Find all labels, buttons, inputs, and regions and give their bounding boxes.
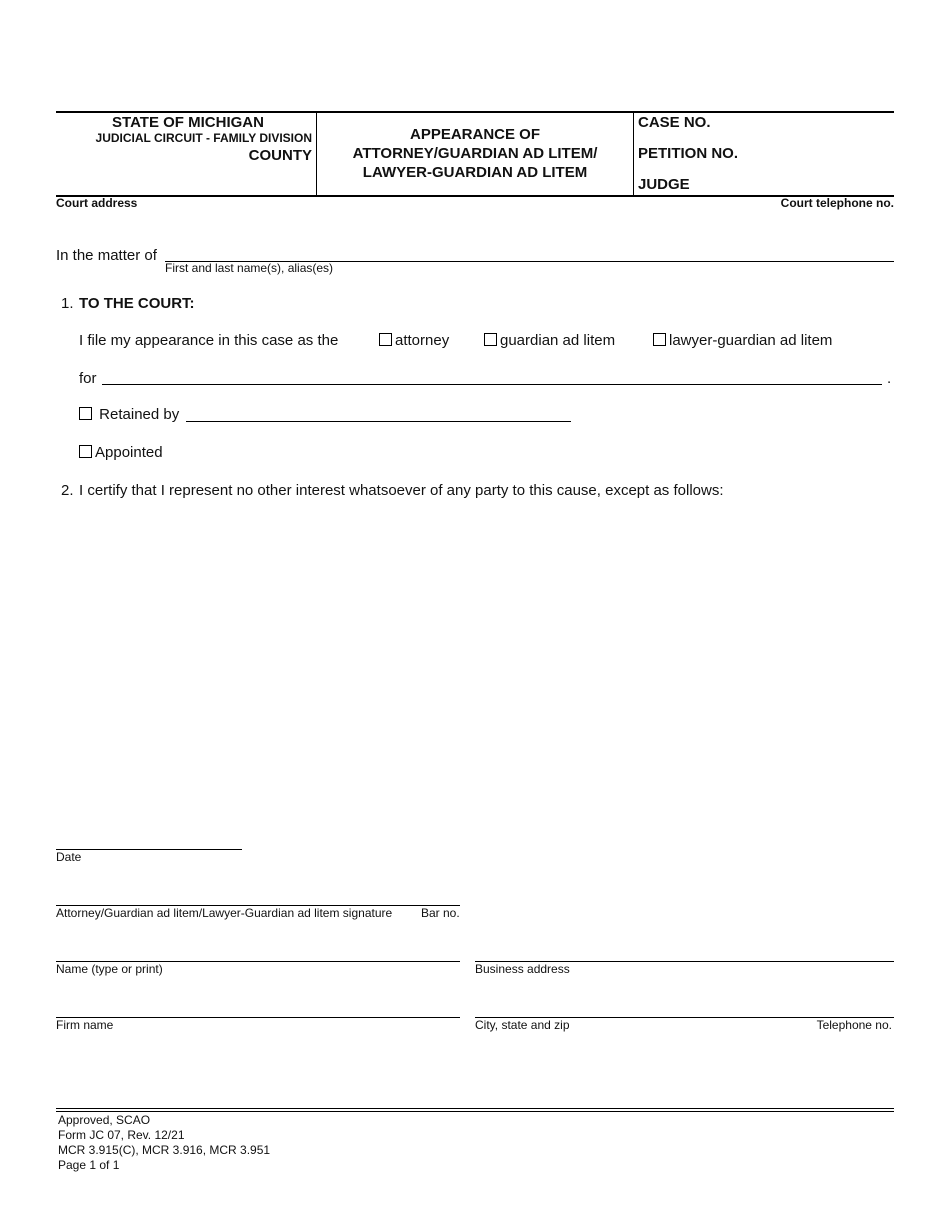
guardian-ad-litem-checkbox[interactable] xyxy=(484,333,497,346)
lawyer-guardian-ad-litem-checkbox[interactable] xyxy=(653,333,666,346)
city-state-zip-field[interactable] xyxy=(475,999,894,1018)
judge-label: JUDGE xyxy=(638,176,690,193)
header-divider-right xyxy=(633,112,634,196)
city-state-zip-label: City, state and zip xyxy=(475,1018,570,1032)
item2-text: I certify that I represent no other interest whatsoever of any party to this cause, except as follows: xyxy=(79,482,724,499)
matter-label: In the matter of xyxy=(56,247,157,264)
for-label: for xyxy=(79,370,97,387)
option-guardian-ad-litem[interactable] xyxy=(484,332,615,349)
name-field[interactable] xyxy=(56,943,460,962)
state-name: STATE OF MICHIGAN xyxy=(112,114,264,131)
option-attorney[interactable] xyxy=(379,332,449,349)
judge-field[interactable] xyxy=(695,173,892,195)
form-title-line1: APPEARANCE OF xyxy=(409,126,540,143)
petition-number-label: PETITION NO. xyxy=(638,145,739,162)
footer-page: Page 1 of 1 xyxy=(58,1158,120,1172)
date-field[interactable] xyxy=(56,831,242,850)
footer-form-number: Form JC 07, Rev. 12/21 xyxy=(58,1128,185,1142)
matter-name-field[interactable] xyxy=(165,243,894,262)
footer-approved: Approved, SCAO xyxy=(58,1113,151,1127)
court-address-label: Court address xyxy=(56,196,138,210)
firm-name-label: Firm name xyxy=(56,1018,114,1032)
business-address-field[interactable] xyxy=(475,943,894,962)
retained-by-field[interactable] xyxy=(186,403,571,422)
county-label: COUNTY xyxy=(248,147,312,164)
form-title-line3: LAWYER-GUARDIAN AD LITEM xyxy=(362,164,588,181)
case-number-label: CASE NO. xyxy=(638,114,711,131)
exceptions-area[interactable] xyxy=(79,505,894,825)
item1-number: 1. xyxy=(61,295,74,312)
header-divider-left xyxy=(316,112,317,196)
petition-number-field[interactable] xyxy=(745,143,892,165)
option-lawyer-guardian-ad-litem[interactable] xyxy=(653,332,832,349)
retained-option[interactable] xyxy=(79,406,179,423)
retained-checkbox[interactable] xyxy=(79,407,92,420)
form-title-line2: ATTORNEY/GUARDIAN AD LITEM/ xyxy=(352,145,598,162)
appointed-option[interactable] xyxy=(79,444,163,461)
case-number-field[interactable] xyxy=(720,113,892,135)
footer-rule-bottom xyxy=(56,1111,894,1112)
matter-name-sublabel: First and last name(s), alias(es) xyxy=(165,261,334,275)
business-address-label: Business address xyxy=(475,962,570,976)
footer-mcr: MCR 3.915(C), MCR 3.916, MCR 3.951 xyxy=(58,1143,271,1157)
signature-field[interactable] xyxy=(56,887,460,906)
item2-number: 2. xyxy=(61,482,74,499)
appointed-label: Appointed xyxy=(95,444,163,461)
name-label: Name (type or print) xyxy=(56,962,163,976)
signature-label: Attorney/Guardian ad litem/Lawyer-Guardian ad litem signature xyxy=(56,906,393,920)
bar-number-label: Bar no. xyxy=(421,906,460,920)
court-telephone-label: Court telephone no. xyxy=(780,196,894,210)
firm-name-field[interactable] xyxy=(56,999,460,1018)
appointed-checkbox[interactable] xyxy=(79,445,92,458)
lawyer-guardian-ad-litem-label: lawyer-guardian ad litem xyxy=(669,332,833,349)
appearance-intro: I file my appearance in this case as the xyxy=(79,332,339,349)
guardian-ad-litem-label: guardian ad litem xyxy=(500,332,616,349)
for-period: . xyxy=(887,370,892,387)
telephone-label: Telephone no. xyxy=(816,1018,892,1032)
date-label: Date xyxy=(56,850,82,864)
for-field[interactable] xyxy=(102,366,882,385)
item1-heading: TO THE COURT: xyxy=(79,295,195,312)
header-bottom-rule xyxy=(56,195,894,197)
attorney-label: attorney xyxy=(395,332,450,349)
footer-rule-top xyxy=(56,1108,894,1109)
retained-label: Retained by xyxy=(99,406,180,423)
attorney-checkbox[interactable] xyxy=(379,333,392,346)
court-division: JUDICIAL CIRCUIT - FAMILY DIVISION xyxy=(95,131,312,145)
